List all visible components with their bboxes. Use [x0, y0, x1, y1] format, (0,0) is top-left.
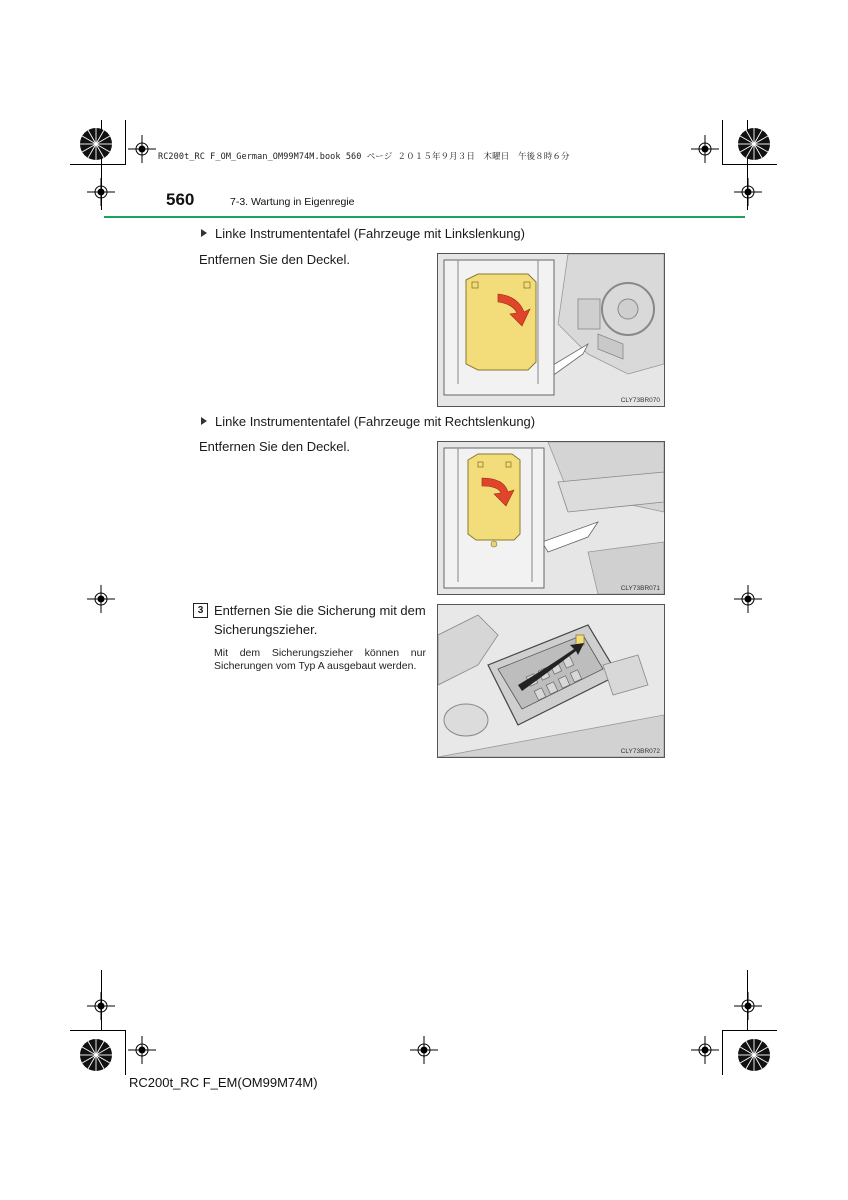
figure-code: CLY73BR070 [620, 397, 660, 404]
figure-code: CLY73BR071 [620, 585, 660, 592]
registration-crosshair-icon [128, 135, 156, 163]
registration-crosshair-icon [734, 178, 762, 206]
dashboard-cover-illustration [438, 442, 664, 594]
step-note: Mit dem Sicherungszieher können nur Sicherungen vom Typ A ausgebaut werden. [214, 647, 426, 672]
registration-crosshair-icon [87, 992, 115, 1020]
registration-sunburst-icon [737, 1038, 771, 1072]
figure-fuse-puller [437, 604, 665, 758]
crop-line [722, 120, 723, 165]
registration-sunburst-icon [737, 127, 771, 161]
bullet-triangle-icon [201, 417, 207, 425]
block-heading-text: Linke Instrumententafel (Fahrzeuge mit Rechtslenkung) [215, 414, 536, 429]
block-heading-right-hand-drive [201, 414, 535, 429]
crop-line [125, 120, 126, 165]
header-divider [104, 216, 745, 218]
registration-crosshair-icon [128, 1036, 156, 1064]
print-header-info: RC200t_RC F_OM_German_OM99M74M.book 560 ページ ２０１５年９月３日 木曜日 午後８時６分 [158, 152, 570, 162]
step-instruction: Entfernen Sie die Sicherung mit dem Sicherungszieher. [214, 603, 426, 637]
page-number: 560 [166, 190, 195, 209]
registration-sunburst-icon [79, 127, 113, 161]
step-number-badge: 3 [193, 603, 208, 618]
crop-line [70, 1030, 125, 1031]
crop-line [722, 1030, 723, 1075]
block-heading-text: Linke Instrumententafel (Fahrzeuge mit Linkslenkung) [215, 226, 525, 241]
figure-code: CLY73BR072 [620, 748, 660, 755]
figure-right-hand-drive-cover [437, 441, 665, 595]
instruction-remove-cover: Entfernen Sie den Deckel. [199, 252, 351, 267]
block-heading-left-hand-drive [201, 226, 525, 241]
fuse-box-illustration [438, 605, 664, 757]
section-title: 7-3. Wartung in Eigenregie [230, 196, 355, 208]
registration-crosshair-icon [691, 135, 719, 163]
registration-crosshair-icon [410, 1036, 438, 1064]
registration-crosshair-icon [734, 585, 762, 613]
registration-crosshair-icon [87, 178, 115, 206]
crop-line [722, 164, 777, 165]
bullet-triangle-icon [201, 229, 207, 237]
footer-document-code: RC200t_RC F_EM(OM99M74M) [129, 1075, 318, 1090]
crop-line [125, 1030, 126, 1075]
figure-left-hand-drive-cover [437, 253, 665, 407]
registration-sunburst-icon [79, 1038, 113, 1072]
registration-crosshair-icon [734, 992, 762, 1020]
registration-crosshair-icon [87, 585, 115, 613]
registration-crosshair-icon [691, 1036, 719, 1064]
instruction-remove-cover: Entfernen Sie den Deckel. [199, 439, 351, 454]
crop-line [722, 1030, 777, 1031]
crop-line [70, 164, 125, 165]
dashboard-cover-illustration [438, 254, 664, 406]
